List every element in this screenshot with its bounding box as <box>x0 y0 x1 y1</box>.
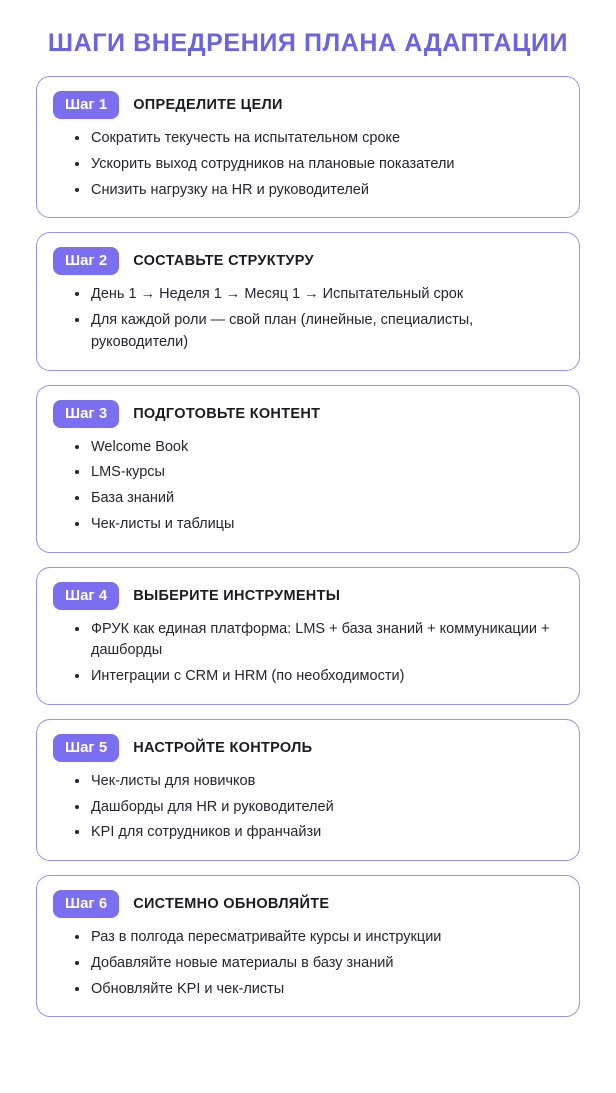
list-item: Интеграции с CRM и HRM (по необходимости) <box>75 666 561 690</box>
step-title: ВЫБЕРИТЕ ИНСТРУМЕНТЫ <box>133 587 341 604</box>
list-item: База знаний <box>75 488 561 512</box>
step-bullets <box>53 284 561 355</box>
list-item: Сократить текучесть на испытательном сроке <box>75 128 561 152</box>
list-item: Ускорить выход сотрудников на плановые показатели <box>75 154 561 178</box>
step-badge: Шаг 1 <box>53 91 119 119</box>
step-header <box>53 890 561 918</box>
list-item: LMS-курсы <box>75 462 561 486</box>
list-item: День 1 → Неделя 1 → Месяц 1 → Испытательный срок <box>75 284 561 308</box>
list-item: Обновляйте KPI и чек-листы <box>75 979 561 1003</box>
step-bullets <box>53 619 561 690</box>
step-card <box>36 385 580 553</box>
step-bullets <box>53 771 561 846</box>
step-bullets <box>53 437 561 538</box>
step-title: СОСТАВЬТЕ СТРУКТУРУ <box>133 253 314 270</box>
step-title: СИСТЕМНО ОБНОВЛЯЙТЕ <box>133 896 330 912</box>
list-item: Чек-листы для новичков <box>75 771 561 795</box>
list-item: Для каждой роли — свой план (линейные, специалисты, руководители) <box>75 310 561 356</box>
step-header <box>53 247 561 275</box>
list-item: ФРУК как единая платформа: LMS + база знаний + коммуникации + дашборды <box>75 619 561 665</box>
list-item: Снизить нагрузку на HR и руководителей <box>75 180 561 204</box>
step-card <box>36 567 580 705</box>
step-badge: Шаг 3 <box>53 400 119 428</box>
step-title: ОПРЕДЕЛИТЕ ЦЕЛИ <box>133 97 283 113</box>
step-badge: Шаг 2 <box>53 247 119 275</box>
step-badge: Шаг 6 <box>53 890 119 918</box>
step-card <box>36 719 580 861</box>
step-bullets <box>53 927 561 1002</box>
list-item: KPI для сотрудников и франчайзи <box>75 822 561 846</box>
page-title: ШАГИ ВНЕДРЕНИЯ ПЛАНА АДАПТАЦИИ <box>47 29 569 57</box>
step-bullets <box>53 128 561 203</box>
step-header <box>53 734 561 762</box>
step-title: ПОДГОТОВЬТЕ КОНТЕНТ <box>133 405 321 422</box>
list-item: Добавляйте новые материалы в базу знаний <box>75 953 561 977</box>
steps-list <box>0 58 616 1051</box>
list-item: Welcome Book <box>75 437 561 461</box>
step-card <box>36 232 580 370</box>
step-header <box>53 400 561 428</box>
list-item: Раз в полгода пересматривайте курсы и инструкции <box>75 927 561 951</box>
list-item: Дашборды для HR и руководителей <box>75 797 561 821</box>
step-header <box>53 91 561 119</box>
list-item: Чек-листы и таблицы <box>75 514 561 538</box>
step-card <box>36 875 580 1017</box>
step-title: НАСТРОЙТЕ КОНТРОЛЬ <box>133 739 313 756</box>
step-badge: Шаг 5 <box>53 734 119 762</box>
step-card <box>36 76 580 218</box>
step-header <box>53 582 561 610</box>
step-badge: Шаг 4 <box>53 582 119 610</box>
